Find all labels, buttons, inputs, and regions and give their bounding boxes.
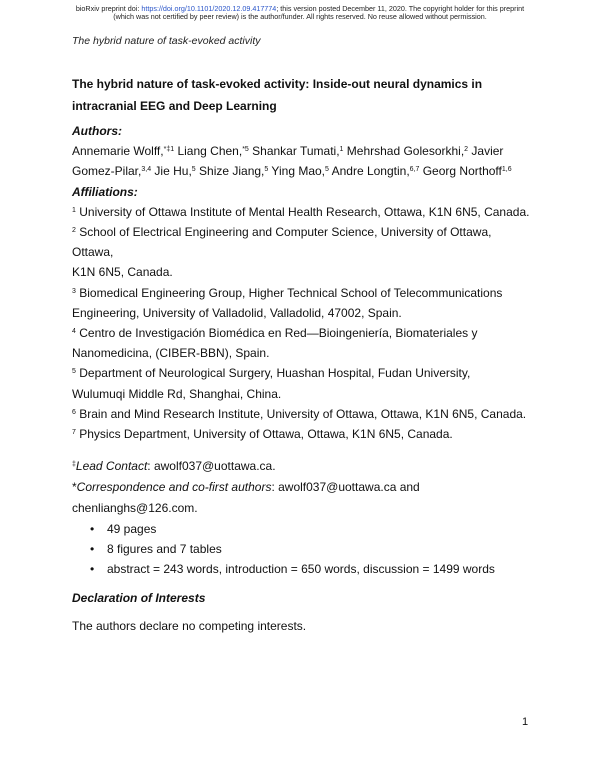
author-affiliation-mark: 5 (264, 166, 269, 174)
affiliation-item (72, 323, 532, 363)
author-affiliation-mark: *5 (242, 146, 249, 154)
affiliation-text-continued: Engineering, University of Valladolid, Valladolid, 47002, Spain. (72, 305, 402, 320)
affiliation-number: 7 (72, 429, 76, 437)
affiliation-item (72, 222, 532, 283)
author-name: Javier Gomez-Pilar, (72, 144, 504, 179)
title-line-2: intracranial EEG and Deep Learning (72, 99, 277, 113)
affiliation-item (72, 202, 532, 222)
author-name: Shankar Tumati, (248, 144, 340, 159)
stat-pages: • 49 pages (89, 519, 532, 539)
author-affiliation-mark: 1 (339, 146, 344, 154)
page-number: 1 (522, 716, 529, 728)
authors-section (72, 121, 532, 636)
lead-contact-label: Lead Contact (75, 459, 148, 474)
declaration-heading: Declaration of Interests (72, 591, 206, 606)
affiliation-text-continued: Wulumuqi Middle Rd, Shanghai, China. (72, 386, 282, 401)
author-name: Liang Chen, (174, 144, 243, 159)
author-list (72, 141, 532, 181)
affiliation-number: 3 (72, 287, 76, 295)
affiliation-number: 2 (72, 227, 76, 235)
affiliation-list (72, 202, 532, 444)
author-name: Jie Hu, (151, 164, 192, 179)
running-head: The hybrid nature of task-evoked activity (72, 35, 261, 47)
author-name: Georg Northoff (419, 164, 502, 179)
author-affiliation-mark: 6,7 (409, 166, 420, 174)
author-name: Andre Longtin, (328, 164, 410, 179)
affiliation-text: Biomedical Engineering Group, Higher Technical School of Telecommunications (79, 285, 503, 300)
affiliation-text: University of Ottawa Institute of Mental Health Research, Ottawa, K1N 6N5, Canada. (79, 204, 530, 219)
author-name: Mehrshad Golesorkhi, (343, 144, 465, 159)
author-name: Shize Jiang, (195, 164, 265, 179)
header-prefix: bioRxiv preprint doi: (75, 4, 142, 13)
authors-heading: Authors: (72, 124, 122, 138)
author-name: Annemarie Wolff, (72, 144, 164, 159)
author-affiliation-mark: *‡1 (163, 146, 175, 154)
affiliation-text: School of Electrical Engineering and Computer Science, University of Ottawa, Ottawa, (72, 225, 492, 260)
correspondence-email-1: : awolf037@uottawa.ca and (271, 480, 420, 495)
correspondence-label: Correspondence and co-first authors (76, 480, 272, 495)
affiliation-text: Department of Neurological Surgery, Huashan Hospital, Fudan University, (79, 366, 471, 381)
declaration-text: The authors declare no competing interests. (72, 618, 307, 633)
affiliation-text: Centro de Investigación Biomédica en Red—Bioingeniería, Biomateriales y (79, 326, 478, 341)
author-name: Ying Mao, (268, 164, 326, 179)
affiliation-text-continued: K1N 6N5, Canada. (72, 265, 173, 280)
correspondence-email-2: chenlianghs@126.com. (72, 500, 198, 515)
affiliation-text-continued: Nanomedicina, (CIBER-BBN), Spain. (72, 346, 270, 361)
preprint-header-line-2: (which was not certified by peer review) is the author/funder. All rights reserved. No reuse allowed without permission. (113, 12, 487, 21)
affiliations-heading: Affiliations: (72, 184, 138, 199)
title-line-1: The hybrid nature of task-evoked activity: Inside-out neural dynamics in (72, 77, 483, 91)
manuscript-stats (89, 519, 532, 580)
correspondence (72, 477, 532, 497)
affiliation-text: Brain and Mind Research Institute, University of Ottawa, Ottawa, K1N 6N5, Canada. (79, 406, 527, 421)
affiliation-number: 5 (72, 368, 76, 376)
affiliation-number: 6 (72, 408, 76, 416)
author-affiliation-mark: 2 (464, 146, 469, 154)
affiliation-number: 4 (72, 328, 76, 336)
correspondence-mark: * (72, 480, 77, 495)
stat-figures: • 8 figures and 7 tables (89, 539, 532, 559)
author-affiliation-mark: 1,6 (501, 166, 512, 174)
header-suffix: ; this version posted December 11, 2020. The copyright holder for this preprint (276, 4, 525, 13)
affiliation-item (72, 404, 532, 424)
lead-contact (72, 456, 532, 476)
doi-link[interactable]: https://doi.org/10.1101/2020.12.09.417774 (141, 4, 277, 13)
lead-contact-email: : awolf037@uottawa.ca. (147, 459, 276, 474)
affiliation-item (72, 363, 532, 403)
paper-title (72, 73, 512, 117)
stat-wordcount: • abstract = 243 words, introduction = 650 words, discussion = 1499 words (89, 559, 532, 579)
affiliation-item (72, 283, 532, 323)
affiliation-item (72, 424, 532, 444)
author-affiliation-mark: 5 (325, 166, 329, 174)
lead-contact-mark: ‡ (72, 461, 76, 469)
author-affiliation-mark: 3,4 (141, 166, 152, 174)
affiliation-number: 1 (72, 206, 76, 214)
affiliation-text: Physics Department, University of Ottawa, Ottawa, K1N 6N5, Canada. (79, 427, 453, 442)
author-affiliation-mark: 5 (191, 166, 196, 174)
